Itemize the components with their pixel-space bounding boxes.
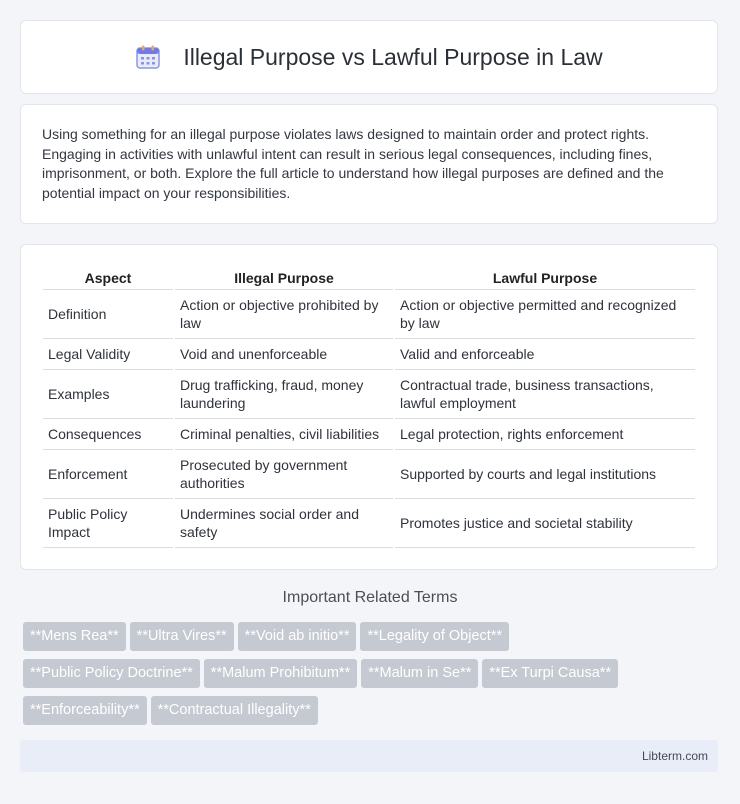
table-header-row (43, 267, 695, 290)
row-illegal: Criminal penalties, civil liabilities (175, 419, 393, 450)
row-lawful: Contractual trade, business transactions, lawful employment (395, 370, 695, 419)
related-term-tag[interactable]: **Malum in Se** (361, 659, 478, 688)
title-card (20, 20, 718, 94)
intro-text: Using something for an illegal purpose violates laws designed to maintain order and protect rights. Engaging in activities with unlawful intent can result in serious legal consequences, including fines, imprisonment, or both. Explore the full article to understand how illegal purposes are defined and the potential impact on your responsibilities. (42, 126, 664, 201)
related-terms-title: Important Related Terms (282, 589, 458, 606)
related-term-tag[interactable]: **Ultra Vires** (130, 622, 234, 651)
table-row (43, 499, 695, 548)
table-row (43, 370, 695, 419)
related-term-tag[interactable]: **Mens Rea** (23, 622, 126, 651)
comparison-table (41, 267, 697, 548)
related-term-tag[interactable]: **Legality of Object** (360, 622, 509, 651)
row-aspect: Legal Validity (43, 339, 173, 370)
header-illegal-purpose: Illegal Purpose (175, 267, 393, 290)
related-term-tag[interactable]: **Ex Turpi Causa** (482, 659, 618, 688)
related-term-tag[interactable]: **Enforceability** (23, 696, 147, 725)
row-lawful: Supported by courts and legal institutions (395, 450, 695, 499)
page-title: Illegal Purpose vs Lawful Purpose in Law (183, 43, 603, 70)
row-aspect: Examples (43, 370, 173, 419)
row-aspect: Definition (43, 290, 173, 339)
related-term-tag[interactable]: **Void ab initio** (238, 622, 357, 651)
table-row (43, 339, 695, 370)
row-lawful: Promotes justice and societal stability (395, 499, 695, 548)
related-terms-list (23, 622, 723, 733)
header-aspect: Aspect (43, 267, 173, 290)
header-lawful-purpose: Lawful Purpose (395, 267, 695, 290)
row-lawful: Valid and enforceable (395, 339, 695, 370)
row-lawful: Legal protection, rights enforcement (395, 419, 695, 450)
row-lawful: Action or objective permitted and recognized by law (395, 290, 695, 339)
row-illegal: Void and unenforceable (175, 339, 393, 370)
row-illegal: Drug trafficking, fraud, money laundering (175, 370, 393, 419)
row-aspect: Public Policy Impact (43, 499, 173, 548)
calendar-icon (135, 44, 161, 70)
related-term-tag[interactable]: **Malum Prohibitum** (204, 659, 357, 688)
table-row (43, 419, 695, 450)
footer (20, 740, 718, 772)
row-illegal: Undermines social order and safety (175, 499, 393, 548)
row-illegal: Action or objective prohibited by law (175, 290, 393, 339)
table-row (43, 450, 695, 499)
footer-site-link[interactable]: Libterm.com (641, 749, 708, 763)
row-aspect: Consequences (43, 419, 173, 450)
table-row (43, 290, 695, 339)
comparison-table-card (20, 244, 718, 570)
related-term-tag[interactable]: **Contractual Illegality** (151, 696, 318, 725)
row-illegal: Prosecuted by government authorities (175, 450, 393, 499)
related-term-tag[interactable]: **Public Policy Doctrine** (23, 659, 200, 688)
row-aspect: Enforcement (43, 450, 173, 499)
intro-card (20, 104, 718, 224)
